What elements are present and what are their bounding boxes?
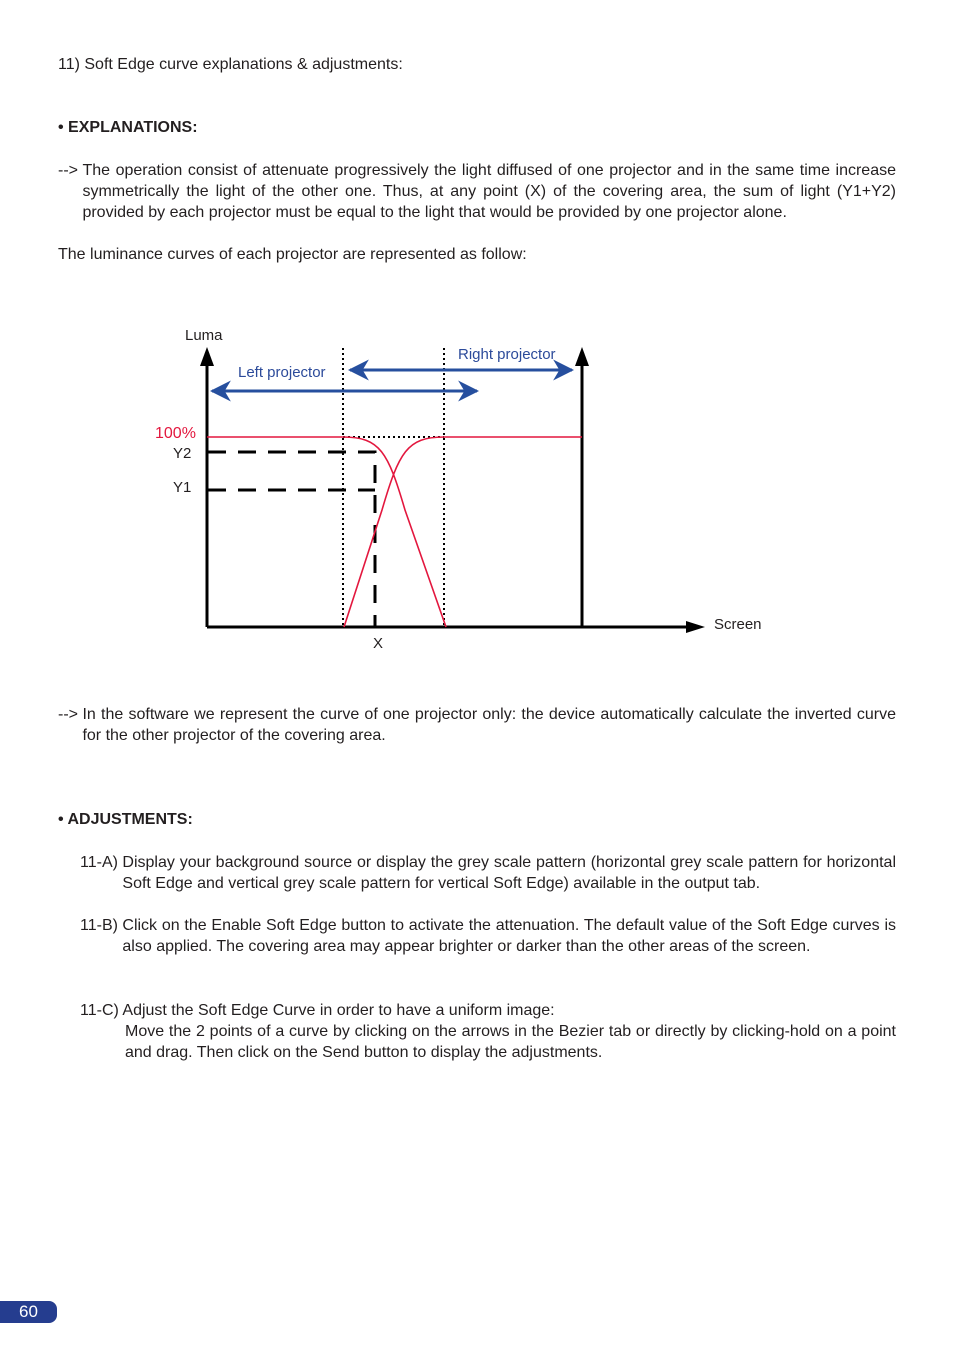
left-projector-curve xyxy=(207,437,446,627)
software-note-paragraph xyxy=(58,704,896,746)
luminance-intro: The luminance curves of each projector are represented as follow: xyxy=(58,246,527,263)
soft-edge-diagram xyxy=(0,300,954,670)
step-11a-marker: 11-A) xyxy=(80,854,123,871)
software-note-text: In the software we represent the curve of one projector only: the device automatically calculate the inverted curve for the other projector of the covering area. xyxy=(82,706,896,744)
level-100-label: 100% xyxy=(155,425,196,442)
explanation-text: The operation consist of attenuate progressively the light diffused of one projector and in the same time increase symmetrically the light of the other one. Thus, at any point (X) of the covering area, the sum of light (Y1+Y2) provided by each projector must be equal to the light that would be provided by one projector alone. xyxy=(82,162,896,221)
right-projector-curve xyxy=(344,437,582,627)
page-number: 60 xyxy=(0,1301,57,1323)
explanation-paragraph xyxy=(58,160,896,223)
step-11c-first-line xyxy=(80,1000,896,1021)
y1-label: Y1 xyxy=(173,479,192,496)
arrow-marker: --> xyxy=(58,162,83,179)
step-11c-text: Move the 2 points of a curve by clicking on the arrows in the Bezier tab or directly by clicking-hold on a point and drag. Then click on the Send button to display the adjustments. xyxy=(125,1023,896,1061)
y-axis-right-arrowhead xyxy=(575,347,589,366)
step-11b xyxy=(80,915,896,957)
step-11c-intro: Adjust the Soft Edge Curve in order to have a uniform image: xyxy=(122,1002,555,1019)
step-11a-text: Display your background source or display the grey scale pattern (horizontal grey scale pattern for horizontal Soft Edge and vertical grey scale pattern for vertical Soft Edge) available in the output tab. xyxy=(122,854,896,892)
x-point-label: X xyxy=(373,635,384,652)
y-axis-label: Luma xyxy=(185,327,223,344)
arrow-marker: --> xyxy=(58,706,83,723)
step-11b-text: Click on the Enable Soft Edge button to activate the attenuation. The default value of the Soft Edge curves is also applied. The covering area may appear brighter or darker than the other areas of the screen. xyxy=(122,917,896,955)
section-title: 11) Soft Edge curve explanations & adjustments: xyxy=(58,56,403,73)
step-11a xyxy=(80,852,896,894)
right-projector-label: Right projector xyxy=(458,346,556,363)
y2-label: Y2 xyxy=(173,445,192,462)
x-axis-label: Screen xyxy=(714,616,762,633)
step-11c-marker: 11-C) xyxy=(80,1002,123,1019)
explanations-heading: • EXPLANATIONS: xyxy=(58,119,198,136)
left-projector-label: Left projector xyxy=(238,364,326,381)
adjustments-heading: • ADJUSTMENTS: xyxy=(58,811,193,828)
step-11c xyxy=(80,1000,896,1063)
step-11b-marker: 11-B) xyxy=(80,917,123,934)
y2-guide xyxy=(208,452,375,627)
x-axis-arrowhead xyxy=(686,621,705,633)
y-axis-left-arrowhead xyxy=(200,347,214,366)
